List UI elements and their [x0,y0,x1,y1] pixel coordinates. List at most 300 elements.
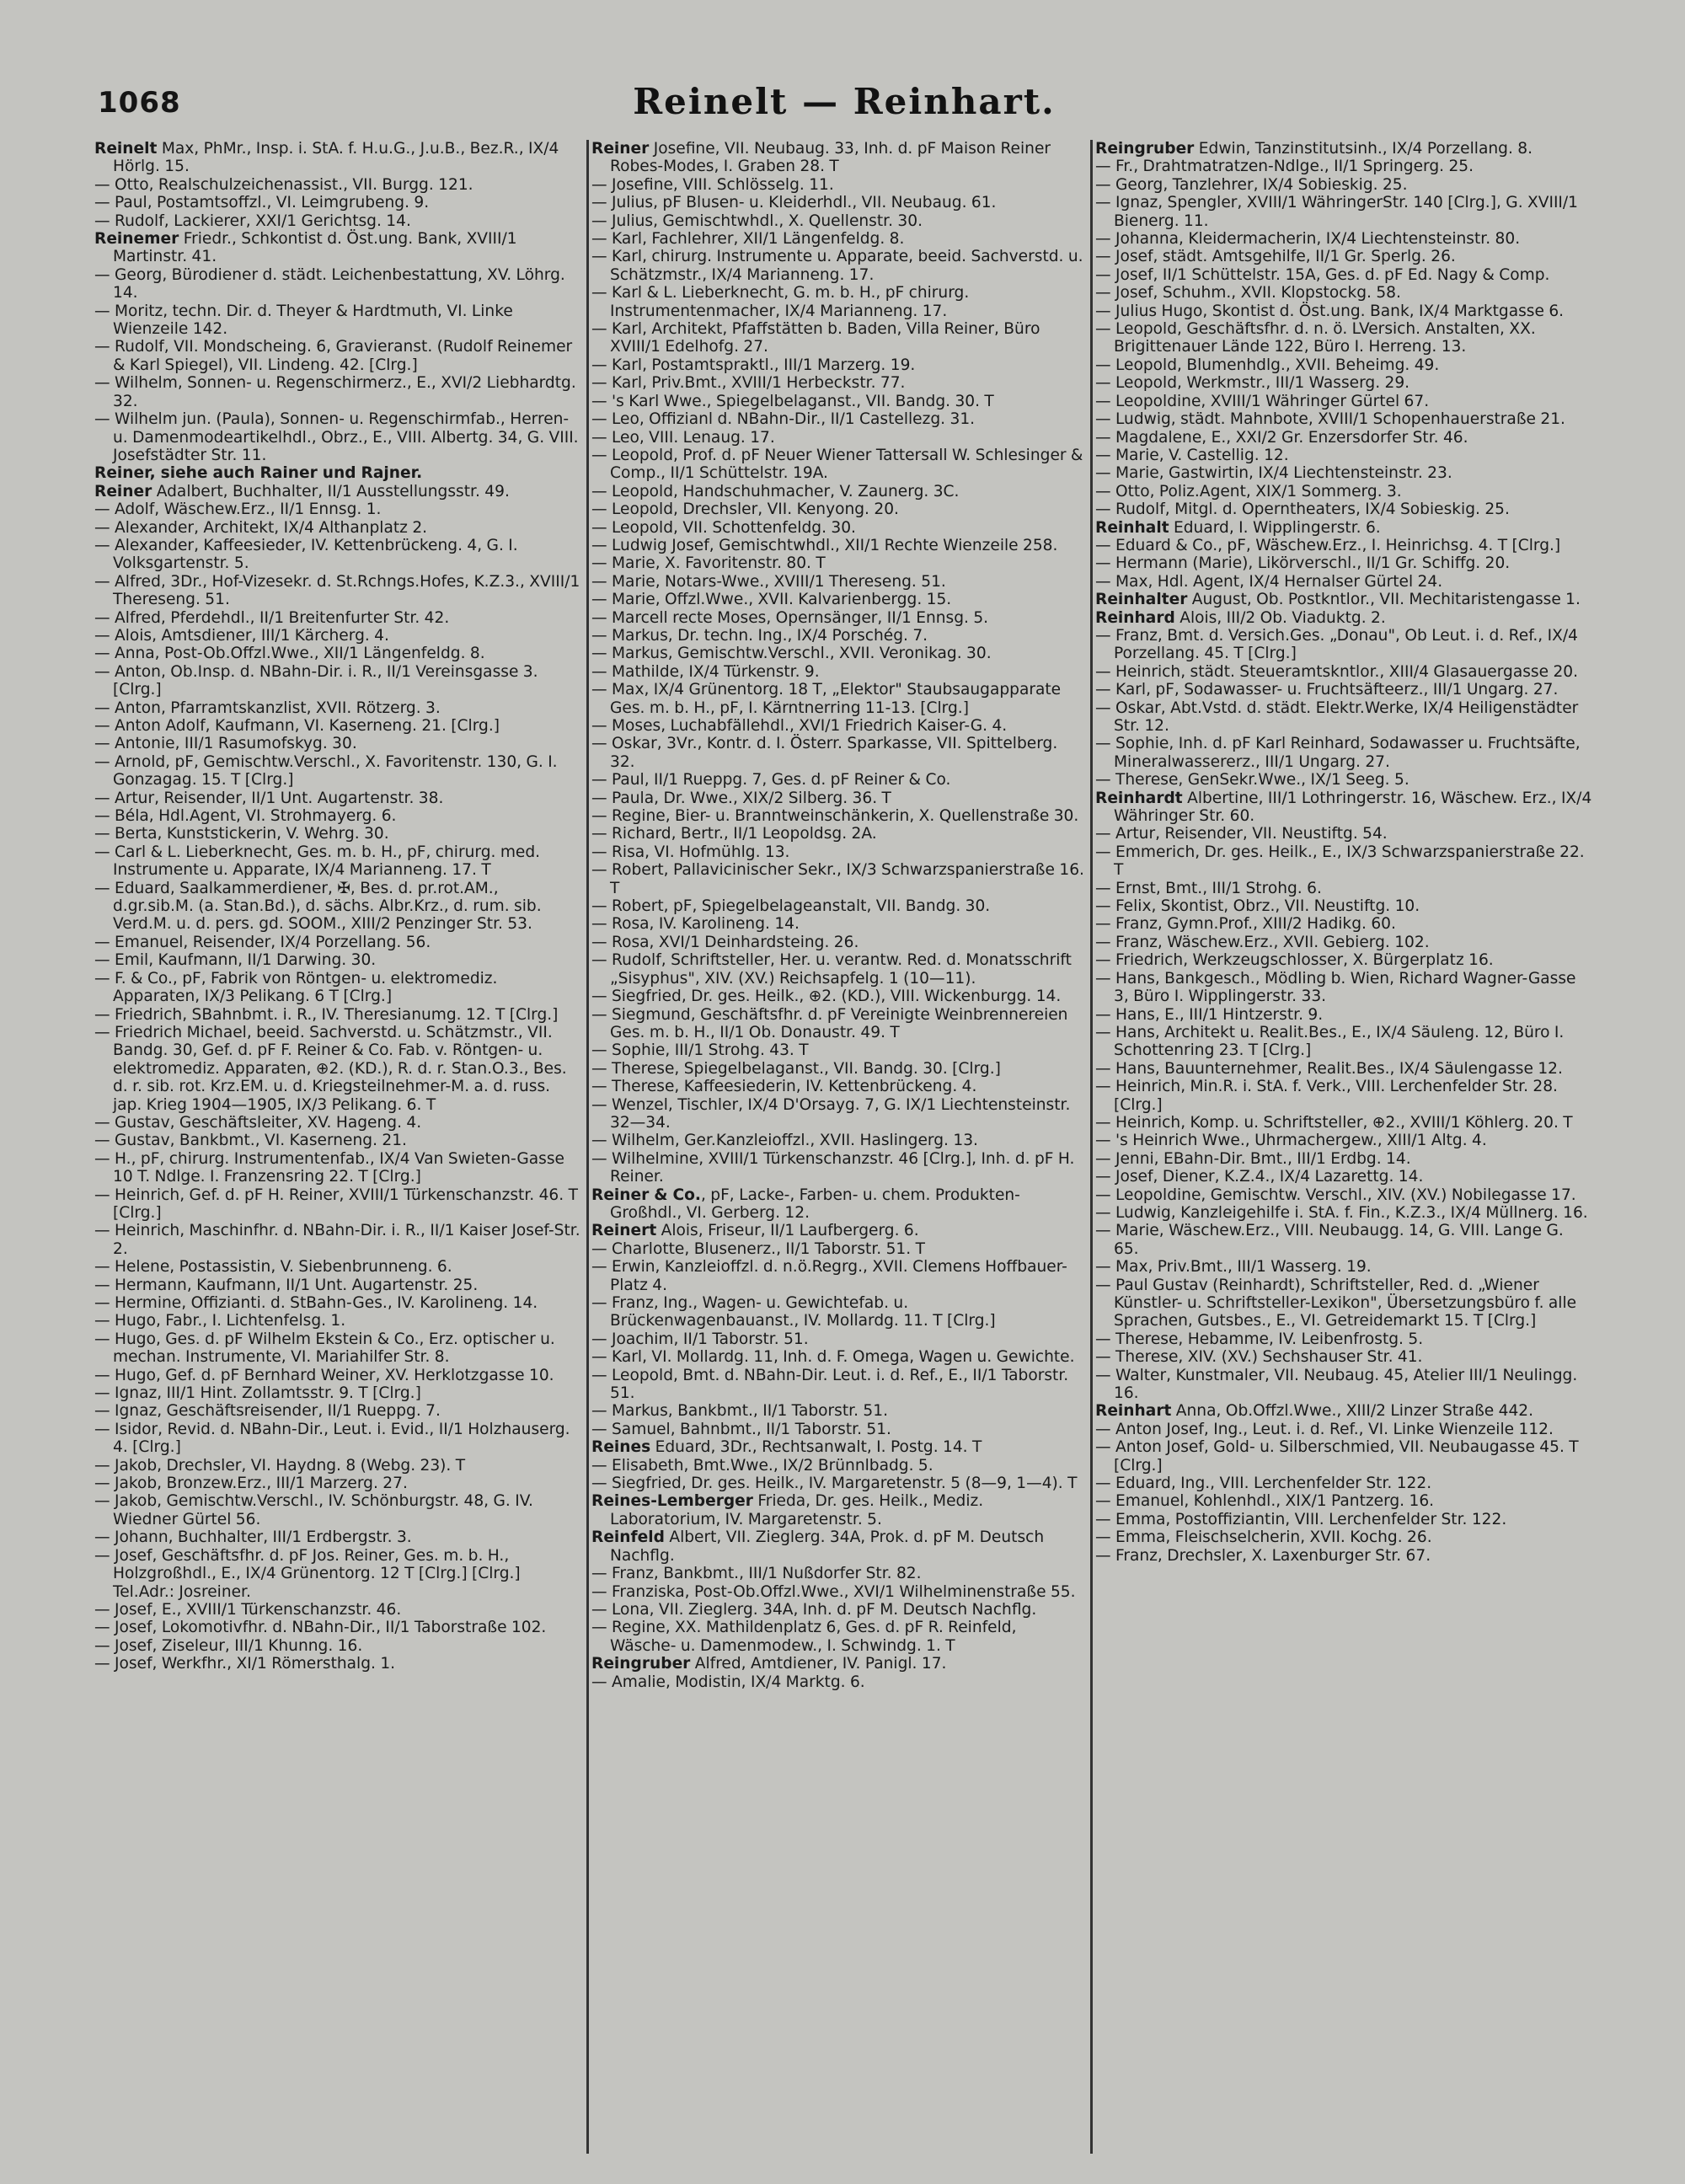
directory-entry [1095,1168,1592,1186]
directory-entry [591,374,1085,392]
entry-text: — Leopold, Bmt. d. NBahn-Dir. Leut. i. d. Ref., E., II/1 Taborstr. 51. [591,1366,1069,1403]
entry-surname: Reinelt [94,140,158,158]
entry-surname: Reinhard [1095,608,1175,627]
directory-entry [591,1528,1085,1565]
entry-text: — Oskar, 3Vr., Kontr. d. I. Österr. Sparkasse, VII. Spittelberg. 32. [591,735,1058,771]
directory-entry [94,1114,581,1132]
directory-entry [1095,447,1592,464]
directory-entry [591,717,1085,735]
directory-entry [94,1655,581,1673]
directory-entry [1095,1277,1592,1330]
directory-entry [1095,1438,1592,1475]
directory-entry [591,897,1085,915]
entry-text: — Emanuel, Reisender, IX/4 Porzellang. 56. [94,933,431,951]
directory-entry [591,1078,1085,1095]
entry-surname: Reingruber [1095,140,1195,158]
entry-text: — Walter, Kunstmaler, VII. Neubaug. 45, Atelier III/1 Neulingg. 16. [1095,1366,1578,1403]
directory-entry [94,1492,581,1528]
entry-text: — Anton Adolf, Kaufmann, VI. Kaserneng. 21. [Clrg.] [94,717,500,735]
entry-text: — Hugo, Ges. d. pF Wilhelm Ekstein & Co., Erz. optischer u. mechan. Instrumente, VI. Mariahilfer Str. 8. [94,1330,555,1367]
page-header [94,81,1594,131]
column-2 [591,140,1085,2162]
entry-text: — Wenzel, Tischler, IX/4 D'Orsayg. 7, G. IX/1 Liechtensteinstr. 32—34. [591,1095,1071,1132]
directory-entry [591,609,1085,627]
directory-entry [591,500,1085,518]
entry-surname: Reinhalter [1095,591,1188,609]
entry-text: — Jakob, Gemischtw.Verschl., IV. Schönburgstr. 48, G. IV. Wiedner Gürtel 56. [94,1492,533,1528]
entry-surname: Reingruber [591,1655,691,1673]
directory-entry [1095,429,1592,447]
entry-text: — Georg, Tanzlehrer, IX/4 Sobieskig. 25. [1095,175,1408,194]
entry-text: — Rudolf, Mitgl. d. Operntheaters, IX/4 Sobieskig. 25. [1095,500,1510,519]
entry-text: — Hans, Bauunternehmer, Realit.Bes., IX/4 Säulengasse 12. [1095,1059,1563,1078]
entry-text: — Risa, VI. Hofmühlg. 13. [591,843,790,861]
entry-text: — Franz, Ing., Wagen- u. Gewichtefab. u. Brückenwagenbauanst., IV. Mollardg. 11. T [Clrg.] [591,1294,996,1330]
entry-text: — Helene, Postassistin, V. Siebenbrunneng. 6. [94,1258,452,1277]
entry-surname: Reines-Lemberger [591,1492,753,1511]
entry-text: — Karl, Priv.Bmt., XVIII/1 Herbeckstr. 77. [591,374,906,393]
directory-entry [1095,393,1592,410]
directory-entry [591,356,1085,374]
entry-surname: Reinert [591,1222,657,1240]
page-number: 1068 [98,86,181,120]
directory-entry [94,410,581,464]
entry-surname: Reinhardt [1095,789,1183,807]
directory-entry [1095,681,1592,699]
entry-text: — Marie, X. Favoritenstr. 80. T [591,554,826,573]
entry-text: — Paul, Postamtsoffzl., VI. Leimgrubeng. 9. [94,194,430,212]
entry-surname: Reines [591,1438,651,1457]
directory-entry [1095,1367,1592,1403]
entry-text: Adalbert, Buchhalter, II/1 Ausstellungsstr. 49. [152,482,510,500]
entry-text: — Leopold, Drechsler, VII. Kenyong. 20. [591,500,899,519]
entry-text: — Robert, pF, Spiegelbelageanstalt, VII. Bandg. 30. [591,897,991,916]
directory-entry [591,1096,1085,1132]
entry-text: — Siegfried, Dr. ges. Heilk., IV. Margaretenstr. 5 (8—9, 1—4). T [591,1475,1078,1493]
directory-entry [591,790,1085,807]
directory-entry [94,753,581,790]
directory-entry [591,663,1085,681]
directory-entry [94,1637,581,1655]
directory-entry [591,988,1085,1005]
entry-text: — Béla, Hdl.Agent, VI. Strohmayerg. 6. [94,807,397,826]
directory-entry [1095,1060,1592,1078]
entry-text: — Marie, Wäschew.Erz., VIII. Neubaugg. 14, G. VIII. Lange G. 65. [1095,1222,1564,1258]
entry-text: — Josef, Diener, K.Z.4., IX/4 Lazarettg. 14. [1095,1168,1424,1186]
entry-text: — Carl & L. Lieberknecht, Ges. m. b. H., pF, chirurg. med. Instrumente u. Apparate, IX/4 Marianneng. 17. T [94,843,541,880]
directory-entry [591,681,1085,717]
entry-text: Alois, Friseur, II/1 Laufbergerg. 6. [656,1222,919,1240]
entry-text: — Elisabeth, Bmt.Wwe., IX/2 Brünnlbadg. 5. [591,1456,933,1475]
directory-entry [591,627,1085,645]
entry-text: — Karl & L. Lieberknecht, G. m. b. H., pF chirurg. Instrumentenmacher, IX/4 Marianneng. 17. [591,284,970,320]
entry-text: — Max, Hdl. Agent, IX/4 Hernalser Gürtel 24. [1095,572,1443,591]
entry-surname: Reinemer [94,230,179,249]
directory-entry [94,1006,581,1024]
entry-text: — Adolf, Wäschew.Erz., II/1 Ennsg. 1. [94,500,382,519]
directory-entry [94,374,581,410]
directory-entry [591,591,1085,608]
entry-text: — Josef, II/1 Schüttelstr. 15A, Ges. d. pF Ed. Nagy & Comp. [1095,265,1550,284]
directory-entry [591,1222,1085,1239]
directory-entry [591,951,1085,988]
entry-text: — Karl, Architekt, Pfaffstätten b. Baden, Villa Reiner, Büro XVIII/1 Edelhofg. 27. [591,320,1040,356]
directory-entry [591,1240,1085,1258]
entry-text: — Emma, Fleischselcherin, XVII. Kochg. 26. [1095,1528,1432,1547]
entry-text: — Leopold, Prof. d. pF Neuer Wiener Tattersall W. Schlesinger & Comp., II/1 Schüttelstr. 19A. [591,446,1083,483]
directory-entry [1095,1511,1592,1528]
entry-text: — Wilhelm, Sonnen- u. Regenschirmerz., E., XVI/2 Liebhardtg. 32. [94,374,576,410]
entry-text: — Otto, Realschulzeichenassist., VII. Burgg. 121. [94,175,473,194]
directory-entry [591,1438,1085,1456]
entry-text: — Leopold, Blumenhdlg., XVII. Beheimg. 49. [1095,356,1440,374]
entry-text: — Josef, Lokomotivfhr. d. NBahn-Dir., II/1 Taborstraße 102. [94,1619,547,1637]
directory-entry [1095,790,1592,826]
entry-text: — Julius, pF Blusen- u. Kleiderhdl., VII. Neubaug. 61. [591,194,997,212]
directory-entry [1095,1348,1592,1366]
entry-text: — Eduard, Ing., VIII. Lerchenfelder Str. 122. [1095,1475,1432,1493]
directory-entry [591,519,1085,537]
entry-text: Max, PhMr., Insp. i. StA. f. H.u.G., J.u.B., Bez.R., IX/4 Hörlg. 15. [113,140,559,176]
entry-text: — Isidor, Revid. d. NBahn-Dir., Leut. i. Evid., II/1 Holzhauserg. 4. [Clrg.] [94,1420,570,1457]
running-head: Reinelt — Reinhart. [633,81,1056,122]
entry-text: — Leo, VIII. Lenaug. 17. [591,428,775,447]
directory-entry [1095,1330,1592,1348]
directory-entry [94,951,581,969]
entry-text: — Karl, Postamtspraktl., III/1 Marzerg. 19. [591,356,916,374]
directory-entry [94,735,581,752]
entry-text: — Anton, Ob.Insp. d. NBahn-Dir. i. R., II/1 Vereinsgasse 3. [Clrg.] [94,662,538,699]
directory-entry [94,970,581,1006]
entry-text: — Moritz, techn. Dir. d. Theyer & Hardtmuth, VI. Linke Wienzeile 142. [94,302,513,339]
directory-entry [591,483,1085,500]
directory-entry [591,1655,1085,1673]
directory-entry [591,537,1085,554]
entry-text: — Hermine, Offizianti. d. StBahn-Ges., IV. Karolineng. 14. [94,1294,538,1312]
entry-text: — Regine, Bier- u. Branntweinschänkerin, X. Quellenstraße 30. [591,807,1079,826]
entry-text: — Lona, VII. Zieglerg. 34A, Inh. d. pF M. Deutsch Nachflg. [591,1600,1037,1619]
entry-text: — Samuel, Bahnbmt., II/1 Taborstr. 51. [591,1420,891,1438]
entry-text: — Amalie, Modistin, IX/4 Marktg. 6. [591,1673,865,1691]
directory-entry [1095,356,1592,374]
entry-text: — Siegmund, Geschäftsfhr. d. pF Vereinigte Weinbrennereien Ges. m. b. H., II/1 Ob. Donaustr. 49. T [591,1005,1068,1041]
directory-entry [591,861,1085,897]
directory-entry [94,230,581,266]
entry-text: — Max, IX/4 Grünentorg. 18 T, „Elektor" Staubsaugapparate Ges. m. b. H., pF, I. Kärntnerring 11-13. [Clrg.] [591,681,1062,717]
entry-text: — Karl, Fachlehrer, XII/1 Längenfeldg. 8. [591,230,905,249]
directory-entry [591,934,1085,951]
entry-text: — Moses, Luchabfällehdl., XVI/1 Friedrich Kaiser-G. 4. [591,717,1008,735]
directory-entry [94,663,581,699]
entry-text: — Alfred, Pferdehdl., II/1 Breitenfurter Str. 42. [94,608,450,627]
directory-entry [591,645,1085,662]
directory-entry [1095,1006,1592,1024]
directory-entry [1095,194,1592,230]
entry-text: — Artur, Reisender, II/1 Unt. Augartenstr. 38. [94,789,444,807]
directory-entry [1095,897,1592,915]
entry-text: — Wilhelm jun. (Paula), Sonnen- u. Regenschirmfab., Herren- u. Damenmodeartikelhdl., Obrz., E., VIII. Albertg. 34, G. VIII. Josefstädter Str. 11. [94,410,579,464]
directory-entry [1095,519,1592,537]
directory-entry [94,1528,581,1546]
directory-entry [1095,500,1592,518]
directory-entry [591,447,1085,483]
directory-entry [1095,934,1592,951]
entry-text: — Julius Hugo, Skontist d. Öst.ung. Bank, IX/4 Marktgasse 6. [1095,302,1565,320]
directory-entry [94,266,581,302]
entry-text: — Friedrich, SBahnbmt. i. R., IV. Theresianumg. 12. T [Clrg.] [94,1005,559,1024]
entry-text: — Ludwig, städt. Mahnbote, XVIII/1 Schopenhauerstraße 21. [1095,410,1565,429]
directory-entry [94,1601,581,1619]
directory-entry [1095,663,1592,681]
directory-entry [591,1330,1085,1348]
entry-text: — Alois, Amtsdiener, III/1 Kärcherg. 4. [94,626,389,645]
entry-text: — Franz, Bmt. d. Versich.Ges. „Donau", Ob Leut. i. d. Ref., IX/4 Porzellang. 45. T [Clrg.] [1095,626,1578,663]
directory-entry [591,1186,1085,1223]
entry-surname: Reinhart [1095,1402,1172,1421]
entry-text: — Rudolf, VII. Mondscheing. 6, Gravieranst. (Rudolf Reinemer & Karl Spiegel), VII. Lindeng. 42. [Clrg.] [94,338,573,374]
entry-text: — Ludwig, Kanzleigehilfe i. StA. f. Fin., K.Z.3., IX/4 Müllnerg. 16. [1095,1203,1588,1222]
entry-text: — Heinrich, Gef. d. pF H. Reiner, XVIII/1 Türkenschanzstr. 46. T [Clrg.] [94,1186,578,1222]
directory-entry [1095,825,1592,843]
directory-entry [94,176,581,194]
directory-entry [1095,627,1592,663]
entry-text: — Markus, Gemischtw.Verschl., XVII. Veronikag. 30. [591,645,992,663]
entry-text: — Josef, E., XVIII/1 Türkenschanzstr. 46. [94,1600,402,1619]
entry-text: Edwin, Tanzinstitutsinh., IX/4 Porzellang. 8. [1194,140,1533,158]
entry-surname: Reiner & Co. [591,1186,701,1204]
entry-text: — Therese, GenSekr.Wwe., IX/1 Seeg. 5. [1095,771,1410,790]
entry-text: — Marie, Notars-Wwe., XVIII/1 Thereseng. 51. [591,572,946,591]
entry-text: — Regine, XX. Mathildenplatz 6, Ges. d. pF R. Reinfeld, Wäsche- u. Damenmodew., I. Schwindg. 1. T [591,1619,1017,1655]
directory-entry [591,915,1085,933]
entry-text: — Leo, Offizianl d. NBahn-Dir., II/1 Castellezg. 31. [591,410,976,429]
entry-text: — Hermann, Kaufmann, II/1 Unt. Augartenstr. 25. [94,1276,479,1294]
directory-entry [591,284,1085,320]
directory-entry [591,825,1085,843]
directory-entry [591,248,1085,284]
directory-entry [591,1421,1085,1438]
entry-text: — Hugo, Gef. d. pF Bernhard Weiner, XV. Herklotzgasse 10. [94,1366,554,1384]
directory-entry [591,320,1085,356]
entry-text: — Emil, Kaufmann, II/1 Darwing. 30. [94,951,377,970]
directory-entry [1095,230,1592,248]
entry-text: — Therese, Hebamme, IV. Leibenfrostg. 5. [1095,1330,1424,1348]
entry-text: — Hermann (Marie), Likörverschl., II/1 Gr. Schiffg. 20. [1095,554,1511,573]
directory-entry [591,429,1085,447]
directory-entry [1095,374,1592,392]
directory-entry [94,1475,581,1492]
entry-text: — Leopold, VII. Schottenfeldg. 30. [591,518,856,537]
entry-text: — Georg, Bürodiener d. städt. Leichenbestattung, XV. Löhrg. 14. [94,265,565,302]
directory-entry [1095,699,1592,736]
entry-text: — Leopold, Geschäftsfhr. d. n. ö. LVersich. Anstalten, XX. Brigittenauer Lände 122, Büro I. Herreng. 13. [1095,320,1536,356]
entry-text: — 's Karl Wwe., Spiegelbelaganst., VII. Bandg. 30. T [591,392,994,410]
directory-entry [1095,158,1592,175]
entry-text: — Anna, Post-Ob.Offzl.Wwe., XII/1 Längenfeldg. 8. [94,645,485,663]
entry-text: — Josef, Schuhm., XVII. Klopstockg. 58. [1095,284,1401,302]
entry-text: — Josefine, VIII. Schlösselg. 11. [591,175,834,194]
directory-entry [1095,1186,1592,1204]
entry-text: — Sophie, Inh. d. pF Karl Reinhard, Sodawasser u. Fruchtsäfte, Mineralwassererz., III/1 Ungarg. 27. [1095,735,1581,771]
entry-text: — Emanuel, Kohlenhdl., XIX/1 Pantzerg. 16. [1095,1492,1435,1511]
entry-text: — Emma, Postoffiziantin, VIII. Lerchenfelder Str. 122. [1095,1510,1507,1528]
entry-text: — Otto, Poliz.Agent, XIX/1 Sommerg. 3. [1095,482,1402,500]
directory-entry [1095,951,1592,969]
entry-text: Albertine, III/1 Lothringerstr. 16, Wäschew. Erz., IX/4 Währinger Str. 60. [1114,789,1592,826]
entry-text: — Siegfried, Dr. ges. Heilk., ⊕2. (KD.), VIII. Wickenburgg. 14. [591,988,1062,1006]
entry-text: — Ignaz, Geschäftsreisender, II/1 Rueppg. 7. [94,1402,441,1421]
entry-text: Josefine, VII. Neubaug. 33, Inh. d. pF Maison Reiner Robes-Modes, I. Graben 28. T [610,140,1051,176]
directory-entry [1095,573,1592,591]
entry-text: — Antonie, III/1 Rasumofskyg. 30. [94,735,357,753]
entry-text: — Wilhelm, Ger.Kanzleioffzl., XVII. Haslingerg. 13. [591,1132,978,1150]
entry-text: — Josef, Ziseleur, III/1 Khunng. 16. [94,1636,363,1655]
directory-entry [591,807,1085,825]
entry-text: — Alexander, Kaffeesieder, IV. Kettenbrückeng. 4, G. I. Volksgartenstr. 5. [94,536,518,573]
directory-entry [591,1402,1085,1420]
directory-entry [1095,140,1592,158]
directory-entry [591,1041,1085,1059]
entry-text: August, Ob. Postkntlor., VII. Mechitaristengasse 1. [1187,591,1581,609]
entry-text: — Therese, XIV. (XV.) Sechshauser Str. 41. [1095,1348,1423,1367]
directory-entry [1095,1421,1592,1438]
entry-text: — Therese, Kaffeesiederin, IV. Kettenbrückeng. 4. [591,1078,977,1096]
directory-entry [591,573,1085,591]
directory-entry [591,843,1085,861]
directory-entry [94,1258,581,1276]
entry-text: — Marcell recte Moses, Opernsänger, II/1 Ennsg. 5. [591,608,989,627]
entry-text: — Leopold, Werkmstr., III/1 Wasserg. 29. [1095,374,1410,393]
entry-text: — Jakob, Bronzew.Erz., III/1 Marzerg. 27. [94,1475,408,1493]
entry-text: — Sophie, III/1 Strohg. 43. T [591,1041,809,1060]
entry-text: — Artur, Reisender, VII. Neustiftg. 54. [1095,825,1388,843]
directory-entry [591,1565,1085,1582]
directory-entry [1095,1150,1592,1168]
directory-entry [591,771,1085,789]
directory-entry [1095,1547,1592,1565]
entry-text: — Friedrich, Werkzeugschlosser, X. Bürgerplatz 16. [1095,951,1494,970]
entry-text: — Eduard & Co., pF, Wäschew.Erz., I. Heinrichsg. 4. T [Clrg.] [1095,536,1561,554]
directory-entry [94,825,581,843]
directory-entry [94,790,581,807]
entry-text: — Hans, Architekt u. Realit.Bes., E., IX/4 Säuleng. 12, Büro I. Schottenring 23. T [Clrg.] [1095,1023,1565,1060]
directory-entry [591,1601,1085,1619]
entry-text: — Franz, Drechsler, X. Laxenburger Str. 67. [1095,1546,1431,1565]
directory-entry [1095,591,1592,608]
entry-text: — Markus, Bankbmt., II/1 Taborstr. 51. [591,1402,888,1421]
entry-text: — Erwin, Kanzleioffzl. d. n.ö.Regrg., XVII. Clemens Hoffbauer-Platz 4. [591,1258,1067,1294]
directory-entry [591,1673,1085,1691]
directory-entry [94,194,581,211]
entry-text: — Arnold, pF, Gemischtw.Verschl., X. Favoritenstr. 130, G. I. Gonzagag. 15. T [Clrg.] [94,752,558,790]
directory-entry [1095,843,1592,880]
directory-entry [1095,1078,1592,1114]
entry-text: — Jakob, Drechsler, VI. Haydng. 8 (Webg. 23). T [94,1456,466,1475]
directory-entry [591,1475,1085,1492]
directory-entry [591,176,1085,194]
entry-text: — Eduard, Saalkammerdiener, ✠, Bes. d. pr.rot.AM., d.gr.sib.M. (a. Stan.Bd.), d. sächs. Albr.Krz., d. rum. sib. Verd.M. u. d. pers. gd. SOOM., XIII/2 Penzinger Str. 53. [94,879,542,934]
directory-entry [591,1132,1085,1149]
entry-text: Friedr., Schkontist d. Öst.ung. Bank, XVIII/1 Martinstr. 41. [113,230,517,266]
directory-entry [591,1457,1085,1475]
directory-entry [1095,266,1592,284]
entry-text: — Hans, Bankgesch., Mödling b. Wien, Richard Wagner-Gasse 3, Büro I. Wipplingerstr. 33. [1095,969,1576,1006]
directory-entry [94,1132,581,1149]
directory-entry [1095,1402,1592,1420]
directory-entry [94,1547,581,1601]
entry-text: — Therese, Spiegelbelaganst., VII. Bandg. 30. [Clrg.] [591,1059,1001,1078]
directory-entry [94,807,581,825]
entry-text: — Heinrich, Min.R. i. StA. f. Verk., VIII. Lerchenfelder Str. 28. [Clrg.] [1095,1078,1558,1114]
entry-text: — Paul, II/1 Rueppg. 7, Ges. d. pF Reiner & Co. [591,771,951,790]
entry-text: — Robert, Pallavicinischer Sekr., IX/3 Schwarzspanierstraße 16. T [591,861,1084,897]
entry-text: — Charlotte, Blusenerz., II/1 Taborstr. 51. T [591,1239,925,1258]
directory-entry [1095,609,1592,627]
column-3 [1095,140,1592,2162]
directory-entry [94,1222,581,1258]
directory-entry [1095,410,1592,428]
directory-entry [94,1330,581,1367]
entry-text: — Heinrich, Komp. u. Schriftsteller, ⊕2., XVIII/1 Köhlerg. 20. T [1095,1113,1573,1132]
entry-text: — Karl, chirurg. Instrumente u. Apparate, beeid. Sachverstd. u. Schätzmstr., IX/4 Marianneng. 17. [591,248,1083,284]
directory-entry [1095,248,1592,265]
directory-entry [591,393,1085,410]
directory-entry [94,573,581,609]
entry-text: — Leopold, Handschuhmacher, V. Zaunerg. 3C. [591,482,960,500]
directory-entry [1095,1475,1592,1492]
entry-text: Frieda, Dr. ges. Heilk., Mediz. Laboratorium, IV. Margaretenstr. 5. [610,1492,984,1528]
entry-text: — Alfred, 3Dr., Hof-Vizesekr. d. St.Rchngs.Hofes, K.Z.3., XVIII/1 Thereseng. 51. [94,572,580,609]
entry-text: — Ignaz, Spengler, XVIII/1 WähringerStr. 140 [Clrg.], G. XVIII/1 Bienerg. 11. [1095,194,1579,230]
directory-entry [94,1457,581,1475]
entry-text: — Franz, Gymn.Prof., XIII/2 Hadikg. 60. [1095,915,1396,934]
entry-text: — Rudolf, Lackierer, XXI/1 Gerichtsg. 14. [94,211,411,230]
directory-entry [1095,1024,1592,1060]
directory-entry [591,410,1085,428]
directory-entry [1095,284,1592,302]
directory-entry [591,1150,1085,1186]
entry-text: — Paula, Dr. Wwe., XIX/2 Silberg. 36. T [591,789,891,807]
directory-entry [1095,1204,1592,1222]
directory-entry [94,1186,581,1223]
directory-entry [94,338,581,374]
directory-entry [94,699,581,717]
column-divider [1090,140,1093,2154]
entry-surname: Reiner, [94,464,156,483]
entry-text: Eduard, 3Dr., Rechtsanwalt, I. Postg. 14. T [650,1438,982,1457]
entry-text: — Markus, Dr. techn. Ing., IX/4 Porschég. 7. [591,626,928,645]
entry-text: — Karl, pF, Sodawasser- u. Fruchtsäfteerz., III/1 Ungarg. 27. [1095,681,1559,699]
directory-entry [94,483,581,500]
directory-entry [1095,1132,1592,1149]
entry-text: — Paul Gustav (Reinhardt), Schriftsteller, Red. d. „Wiener Künstler- u. Schriftsteller-Lexikon", Übersetzungsbüro f. alle Sprachen, Gutsbes., E., VI. Getreidemarkt 15. T [Clrg.] [1095,1276,1577,1330]
entry-text: , pF, Lacke-, Farben- u. chem. Produkten-Großhdl., VI. Gerberg. 12. [610,1186,1020,1222]
entry-text: — Wilhelmine, XVIII/1 Türkenschanzstr. 46 [Clrg.], Inh. d. pF H. Reiner. [591,1149,1075,1186]
entry-text: — Leopoldine, XVIII/1 Währinger Gürtel 67. [1095,392,1430,410]
entry-text: — Emmerich, Dr. ges. Heilk., E., IX/3 Schwarzspanierstraße 22. T [1095,843,1585,880]
directory-entry [94,1384,581,1402]
directory-entry [591,1367,1085,1403]
directory-entry [94,1402,581,1420]
entry-text: siehe auch Rainer und Rajner. [155,464,423,483]
entry-text: — Mathilde, IX/4 Türkenstr. 9. [591,662,820,681]
entry-text: — H., pF, chirurg. Instrumentenfab., IX/4 Van Swieten-Gasse 10 T. Ndlge. I. Franzensring 22. T [Clrg.] [94,1149,564,1186]
entry-text: — Anton Josef, Gold- u. Silberschmied, VII. Neubaugasse 45. T [Clrg.] [1095,1438,1579,1475]
entry-text: — Josef, städt. Amtsgehilfe, II/1 Gr. Sperlg. 26. [1095,248,1456,266]
entry-text: — Anton Josef, Ing., Leut. i. d. Ref., VI. Linke Wienzeile 112. [1095,1420,1554,1438]
entry-text: — Rudolf, Schriftsteller, Her. u. verantw. Red. d. Monatsschrift „Sisyphus", XIV. (XV.) Reichsapfelg. 1 (10—11). [591,951,1072,988]
directory-entry [94,212,581,230]
